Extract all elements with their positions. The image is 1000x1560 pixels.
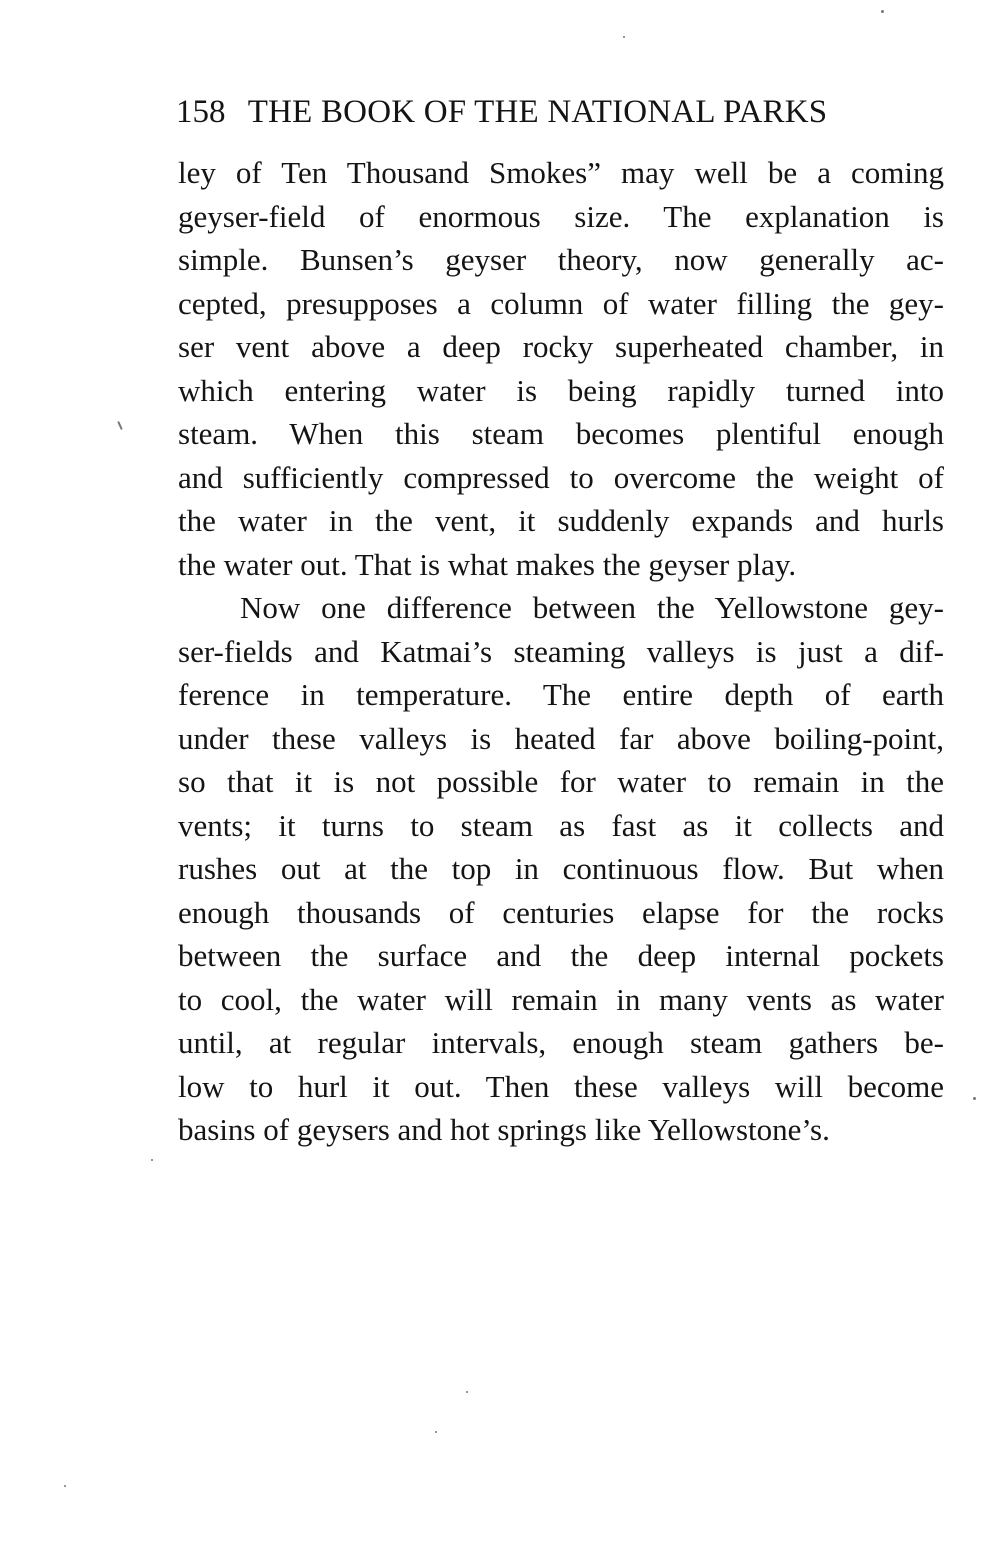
page-number: 158 xyxy=(176,94,226,130)
text-line: to cool, the water will remain in many vents as water xyxy=(178,981,944,1017)
scan-speck xyxy=(623,36,625,38)
text-line: ser vent above a deep rocky superheated chamber, in xyxy=(178,329,944,364)
text-line: ley of Ten Thousand Smokes” may well be a coming xyxy=(178,155,944,190)
text-line: simple. Bunsen’s geyser theory, now generally ac- xyxy=(178,242,944,277)
text-line: so that it is not possible for water to remain in the xyxy=(178,764,944,799)
text-line: the water out. That is what makes the geyser play. xyxy=(178,546,797,582)
scan-speck xyxy=(435,1431,437,1433)
text-line: enough thousands of centuries elapse for the rocks xyxy=(178,894,944,930)
scan-speck xyxy=(466,1391,468,1393)
scan-speck xyxy=(973,1097,976,1100)
text-line: between the surface and the deep internal pockets xyxy=(178,938,944,973)
text-line: until, at regular intervals, enough steam gathers be- xyxy=(178,1025,944,1060)
text-line: vents; it turns to steam as fast as it collects and xyxy=(178,807,944,843)
scan-speck xyxy=(117,421,123,430)
running-head xyxy=(176,90,916,134)
running-title: THE BOOK OF THE NATIONAL PARKS xyxy=(247,94,828,130)
paragraph-1 xyxy=(178,151,944,586)
body-text xyxy=(178,151,944,1152)
text-line: Now one difference between the Yellowstone gey- xyxy=(240,590,944,625)
text-line: the water in the vent, it suddenly expands and hurls xyxy=(178,503,944,538)
text-line: under these valleys is heated far above boiling-point, xyxy=(178,720,944,756)
text-line: which entering water is being rapidly turned into xyxy=(178,372,944,408)
text-line: low to hurl it out. Then these valleys will become xyxy=(178,1068,944,1104)
paragraph-2 xyxy=(178,586,944,1152)
text-line: steam. When this steam becomes plentiful enough xyxy=(178,416,944,451)
text-line: geyser-field of enormous size. The explanation is xyxy=(178,198,944,234)
scan-speck xyxy=(151,1159,153,1161)
scan-speck xyxy=(64,1485,66,1487)
text-line: and sufficiently compressed to overcome the weight of xyxy=(178,459,944,495)
text-line: ference in temperature. The entire depth of earth xyxy=(178,677,944,712)
text-line: cepted, presupposes a column of water filling the gey- xyxy=(178,285,944,321)
text-line: ser-fields and Katmai’s steaming valleys is just a dif- xyxy=(178,633,944,669)
text-line: rushes out at the top in continuous flow. But when xyxy=(178,851,944,886)
text-line: basins of geysers and hot springs like Yellowstone’s. xyxy=(178,1112,830,1147)
scan-speck xyxy=(881,10,884,13)
